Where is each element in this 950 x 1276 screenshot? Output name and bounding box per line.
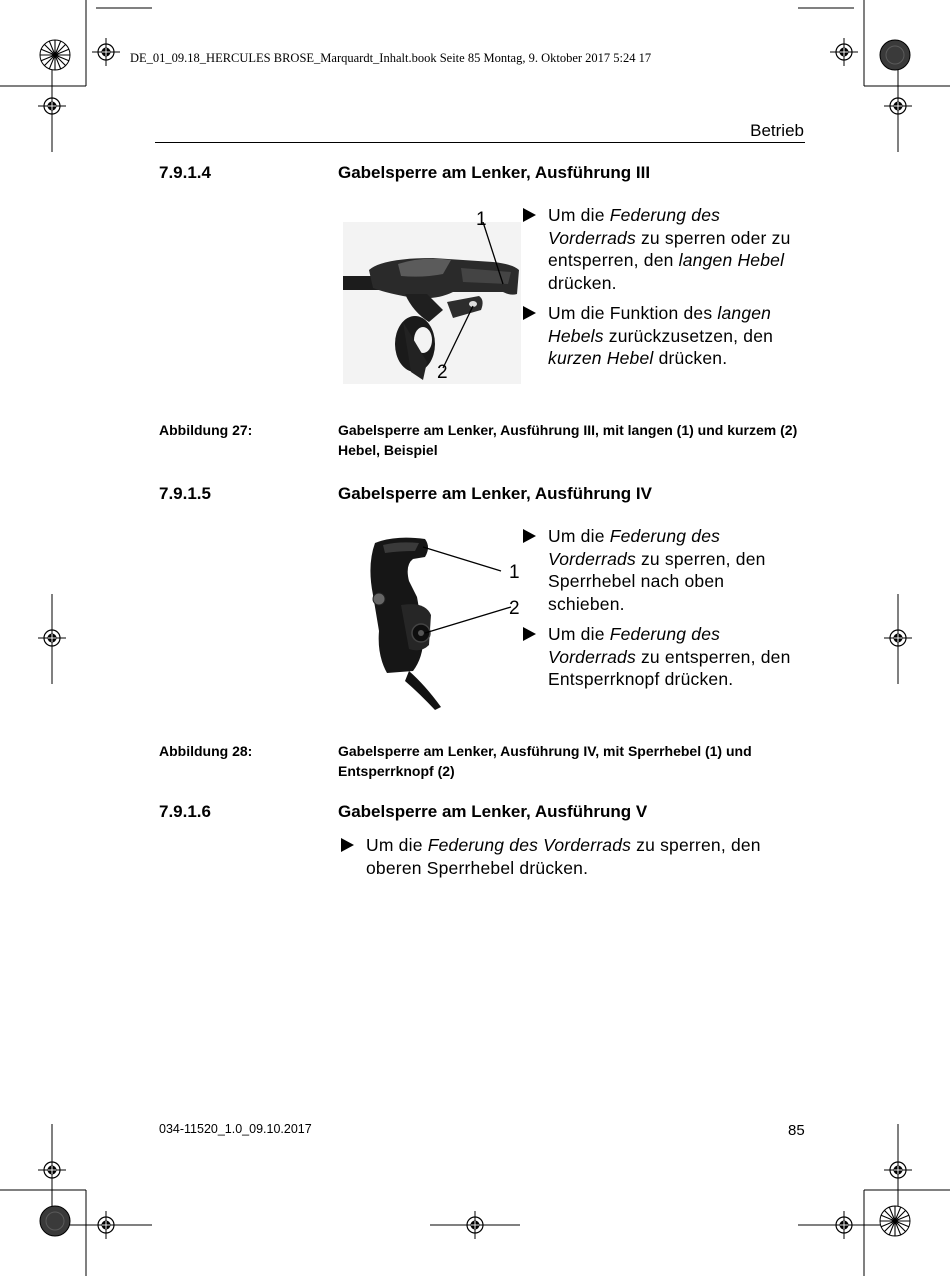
instruction-step: Um die Federung des Vorderrads zu entsperren, den Entsperrknopf drücken. — [523, 623, 809, 691]
bullet-triangle-icon — [523, 529, 536, 543]
figure-caption: Gabelsperre am Lenker, Ausführung III, mit langen (1) und kurzem (2) Hebel, Beispiel — [338, 422, 798, 458]
section-number: 7.9.1.5 — [159, 484, 211, 503]
running-header: Betrieb — [750, 121, 804, 140]
instruction-step: Um die Federung des Vorderrads zu sperren, den oberen Sperrhebel drücken. — [341, 834, 805, 879]
callout-2: 2 — [509, 598, 520, 619]
figure-label: Abbildung 28: — [159, 743, 253, 759]
bullet-triangle-icon — [341, 838, 354, 852]
section-title: Gabelsperre am Lenker, Ausführung V — [338, 802, 648, 821]
slug-line: DE_01_09.18_HERCULES BROSE_Marquardt_Inhalt.book Seite 85 Montag, 9. Oktober 2017 5:24 17 — [130, 51, 652, 65]
section-title: Gabelsperre am Lenker, Ausführung III — [338, 163, 651, 182]
fork-lock-lever-iii-photo — [343, 222, 521, 384]
bullet-triangle-icon — [523, 627, 536, 641]
page-number: 85 — [788, 1122, 805, 1139]
figure-label: Abbildung 27: — [159, 422, 253, 438]
bullet-triangle-icon — [523, 208, 536, 222]
figure-caption: Gabelsperre am Lenker, Ausführung IV, mit Sperrhebel (1) und Entsperrknopf (2) — [338, 743, 752, 779]
instruction-step: Um die Federung des Vorderrads zu sperren, den Sperrhebel nach oben schieben. — [523, 525, 785, 615]
bullet-triangle-icon — [523, 306, 536, 320]
callout-1: 1 — [509, 562, 520, 583]
callout-1: 1 — [476, 209, 487, 230]
section-number: 7.9.1.4 — [159, 163, 211, 182]
document-code: 034-11520_1.0_09.10.2017 — [159, 1122, 312, 1136]
header-rule — [155, 142, 805, 143]
instruction-step: Um die Federung des Vorderrads zu sperren oder zu entsperren, den langen Hebel drücken. — [523, 204, 809, 294]
instruction-step: Um die Funktion des langen Hebels zurückzusetzen, den kurzen Hebel drücken. — [523, 302, 809, 370]
section-number: 7.9.1.6 — [159, 802, 211, 821]
callout-2: 2 — [437, 362, 448, 383]
section-title: Gabelsperre am Lenker, Ausführung IV — [338, 484, 652, 503]
fork-lock-lever-iv-photo — [365, 535, 525, 710]
